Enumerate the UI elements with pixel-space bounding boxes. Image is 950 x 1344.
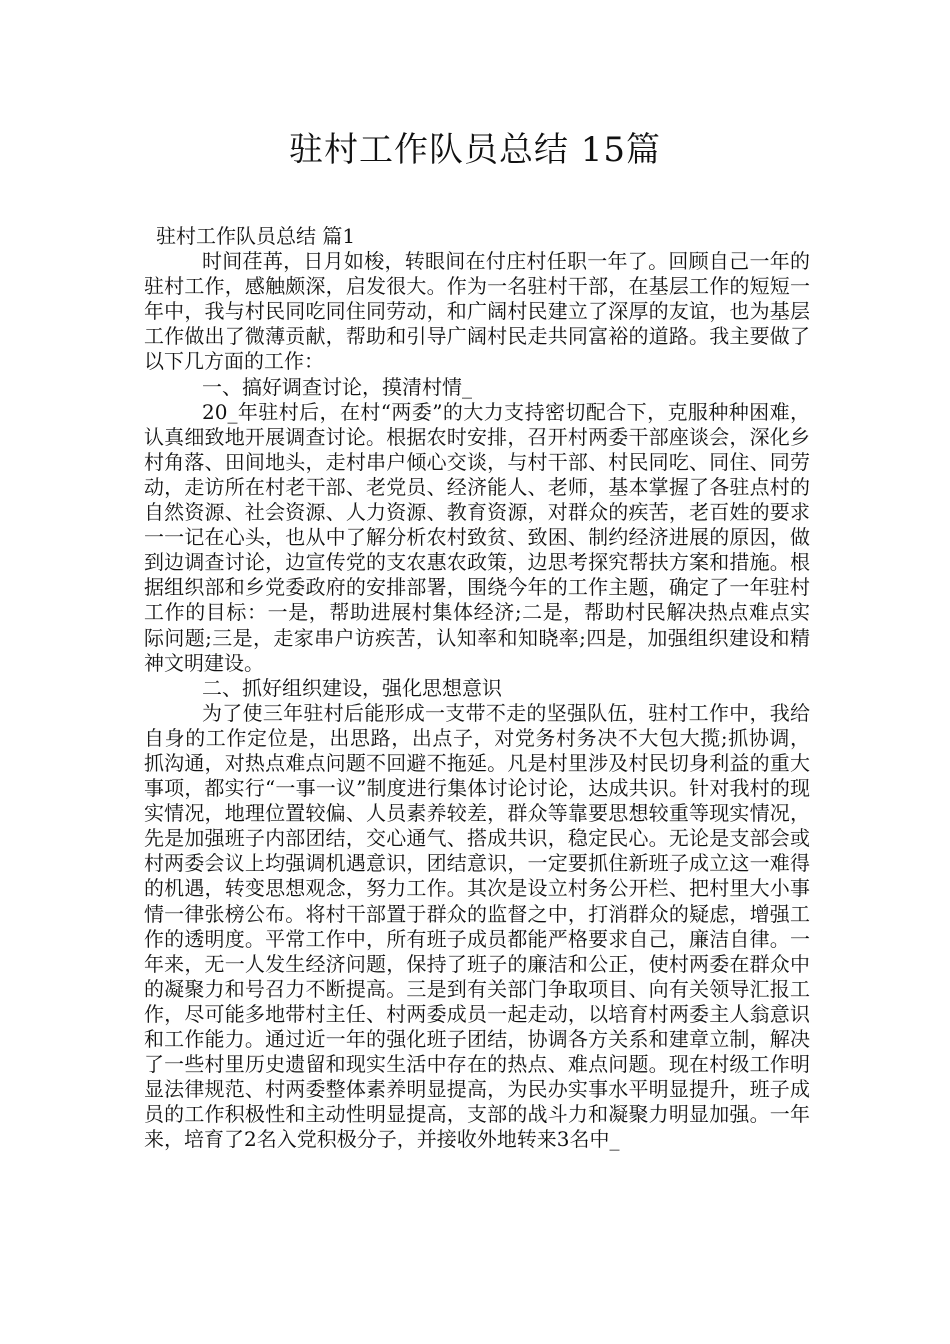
subheading-organization: 二、抓好组织建设，强化思想意识	[202, 675, 502, 700]
section-heading: 驻村工作队员总结 篇1	[156, 224, 356, 248]
document-title: 驻村工作队员总结 15篇	[288, 130, 662, 170]
paragraph-organization: 为了使三年驻村后能形成一支带不走的坚强队伍，驻村工作中，我给自身的工作定位是，出思路，出点子，对党务村务决不大包大揽;抓协调，抓沟通，对热点难点问题不回避不拖延。凡是村里涉及村民切身利益的重大事项，都实行“一事一议”制度进行集体讨论讨论，达成共识。针对我村的现实情况，地理位置较偏、人员素养较差，群众等靠要思想较重等现实情况，先是加强班子内部团结，交心通气、搭成共识，稳定民心。无论是支部会或村两委会议上均强调机遇意识，团结意识，一定要抓住新班子成立这一难得的机遇，转变思想观念，努力工作。其次是设立村务公开栏、把村里大小事情一律张榜公布。将村干部置于群众的监督之中，打消群众的疑虑，增强工作的透明度。平常工作中，所有班子成员都能严格要求自己，廉洁自律。一年来，无一人发生经济问题，保持了班子的廉洁和公正，使村两委在群众中的凝聚力和号召力不断提高。三是到有关部门争取项目、向有关领导汇报工作，尽可能多地带村主任、村两委成员一起走动，以培育村两委主人翁意识和工作能力。通过近一年的强化班子团结，协调各方关系和建章立制，解决了一些村里历史遗留和现实生活中存在的热点、难点问题。现在村级工作明显法律规范、村两委整体素养明显提高，为民办实事水平明显提升，班子成员的工作积极性和主动性明显提高，支部的战斗力和凝聚力明显加强。一年来，培育了2名入党积极分子，并接收外地转来3名中_	[144, 700, 810, 1152]
subheading-survey: 一、搞好调查讨论，摸清村情_	[202, 374, 472, 399]
paragraph-intro: 时间荏苒，日月如梭，转眼间在付庄村任职一年了。回顾自己一年的驻村工作，感触颇深，启发很大。作为一名驻村干部，在基层工作的短短一年中，我与村民同吃同住同劳动，和广阔村民建立了深厚的友谊，也为基层工作做出了微薄贡献，帮助和引导广阔村民走共同富裕的道路。我主要做了以下几方面的工作：	[144, 249, 810, 374]
document-body	[144, 224, 810, 1152]
paragraph-survey: 20_年驻村后，在村“两委”的大力支持密切配合下，克服种种困难，认真细致地开展调查讨论。根据农时安排，召开村两委干部座谈会，深化乡村角落、田间地头，走村串户倾心交谈，与村干部、村民同吃、同住、同劳动，走访所在村老干部、老党员、经济能人、老师，基本掌握了各驻点村的自然资源、社会资源、人力资源、教育资源，对群众的疾苦，老百姓的要求一一记在心头，也从中了解分析农村致贫、致困、制约经济进展的原因，做到边调查讨论，边宣传党的支农惠农政策，边思考探究帮扶方案和措施。根据组织部和乡党委政府的安排部署，围绕今年的工作主题，确定了一年驻村工作的目标：一是，帮助进展村集体经济;二是，帮助村民解决热点难点实际问题;三是，走家串户访疾苦，认知率和知晓率;四是，加强组织建设和精神文明建设。	[144, 399, 810, 675]
